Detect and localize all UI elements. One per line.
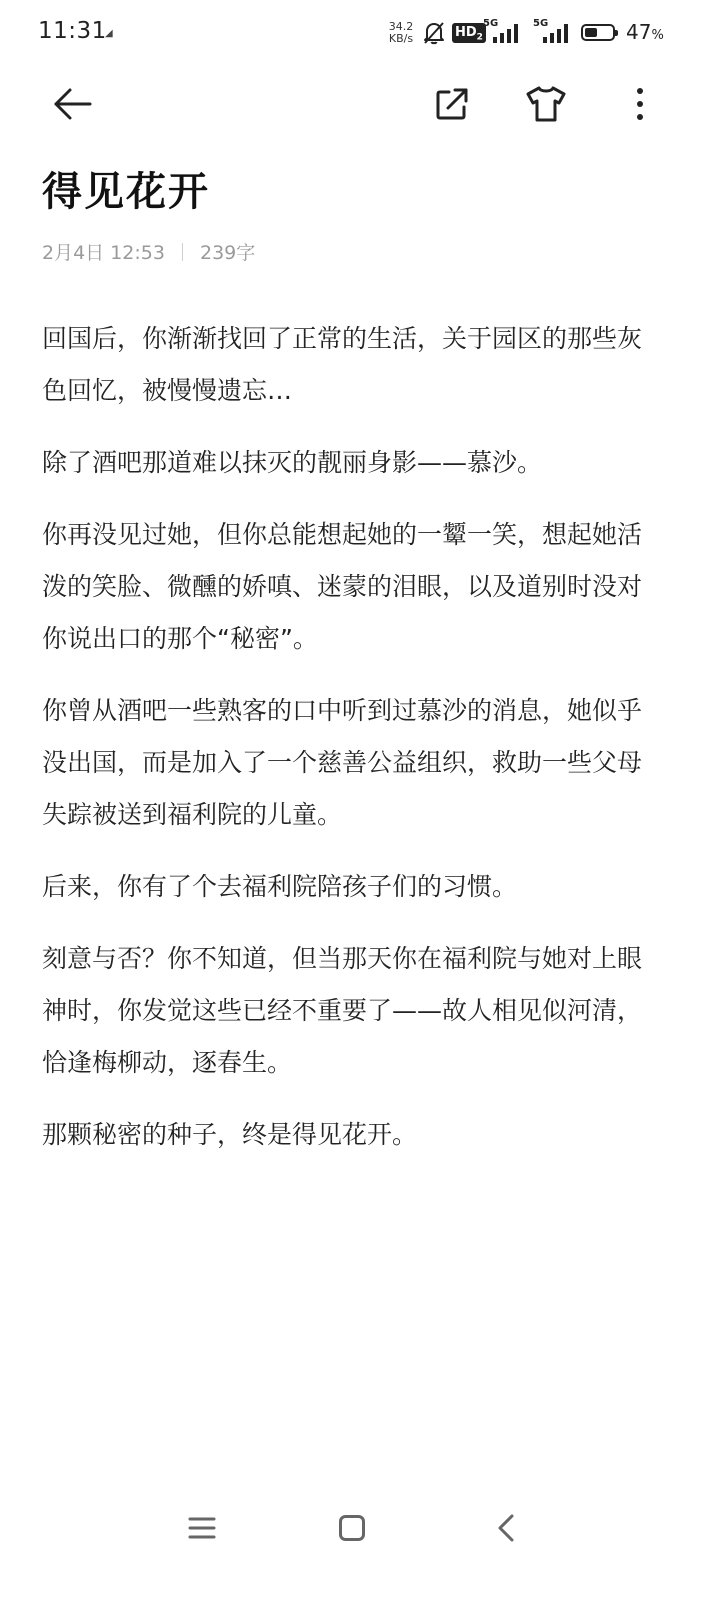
network-speed	[384, 21, 418, 45]
home-square-icon	[338, 1514, 366, 1542]
signal-2-label: 5G	[533, 18, 549, 29]
more-options-button[interactable]	[616, 80, 664, 128]
status-time: 11:31	[38, 18, 107, 44]
external-share-icon	[433, 85, 471, 123]
note-word-count: 239字	[199, 242, 256, 264]
note-paragraph[interactable]: 除了酒吧那道难以抹灭的靓丽身影——慕沙。	[42, 448, 543, 477]
note-paragraph[interactable]: 那颗秘密的种子，终是得见花开。	[42, 1120, 418, 1149]
note-body[interactable]	[42, 313, 664, 1181]
menu-icon	[188, 1516, 216, 1540]
note-meta	[42, 238, 255, 265]
note-paragraph[interactable]: 刻意与否？你不知道，但当那天你在福利院与她对上眼神时，你发觉这些已经不重要了——故人相见似河清，恰逢梅柳动，逐春生。	[42, 944, 643, 1077]
nav-menu-button[interactable]	[172, 1500, 232, 1556]
network-speed-value: 34.2	[388, 20, 414, 33]
note-date: 2月4日 12:53	[42, 242, 165, 264]
nav-back-icon	[496, 1513, 516, 1543]
status-bar	[0, 0, 720, 68]
note-paragraph[interactable]: 你再没见过她，但你总能想起她的一颦一笑，想起她活泼的笑脸、微醺的娇嗔、迷蒙的泪眼，以及道别时没对你说出口的那个“秘密”。	[42, 520, 643, 653]
hd-voice-badge	[452, 23, 486, 43]
note-paragraph[interactable]: 后来，你有了个去福利院陪孩子们的习惯。	[42, 872, 518, 901]
back-button[interactable]	[44, 80, 100, 128]
hd-label: HD	[455, 25, 477, 40]
signal-2-icon	[542, 22, 574, 44]
nav-home-button[interactable]	[322, 1500, 382, 1556]
more-vertical-icon	[634, 86, 646, 122]
note-title[interactable]: 得见花开	[42, 169, 210, 215]
signal-1-icon	[492, 22, 524, 44]
battery-fill	[585, 28, 597, 37]
hd-sub: 2	[476, 32, 483, 43]
battery-percent-symbol: %	[651, 28, 664, 43]
nav-back-button[interactable]	[476, 1500, 536, 1556]
note-paragraph[interactable]: 回国后，你渐渐找回了正常的生活，关于园区的那些灰色回忆，被慢慢遗忘…	[42, 324, 643, 405]
battery-icon	[581, 24, 615, 41]
battery-percent	[626, 20, 664, 44]
theme-button[interactable]	[520, 80, 572, 128]
meta-divider	[182, 243, 183, 261]
tshirt-icon	[525, 85, 567, 123]
battery-percent-value: 47	[626, 20, 652, 44]
network-speed-unit: KB/s	[388, 32, 414, 45]
bell-off-icon	[422, 20, 446, 50]
signal-1-label: 5G	[483, 18, 499, 29]
share-button[interactable]	[428, 80, 476, 128]
arrow-left-icon	[50, 86, 94, 122]
note-paragraph[interactable]: 你曾从酒吧一些熟客的口中听到过慕沙的消息，她似乎没出国，而是加入了一个慈善公益组织，救助一些父母失踪被送到福利院的儿童。	[42, 696, 643, 829]
status-indicator: ◢	[105, 28, 113, 39]
